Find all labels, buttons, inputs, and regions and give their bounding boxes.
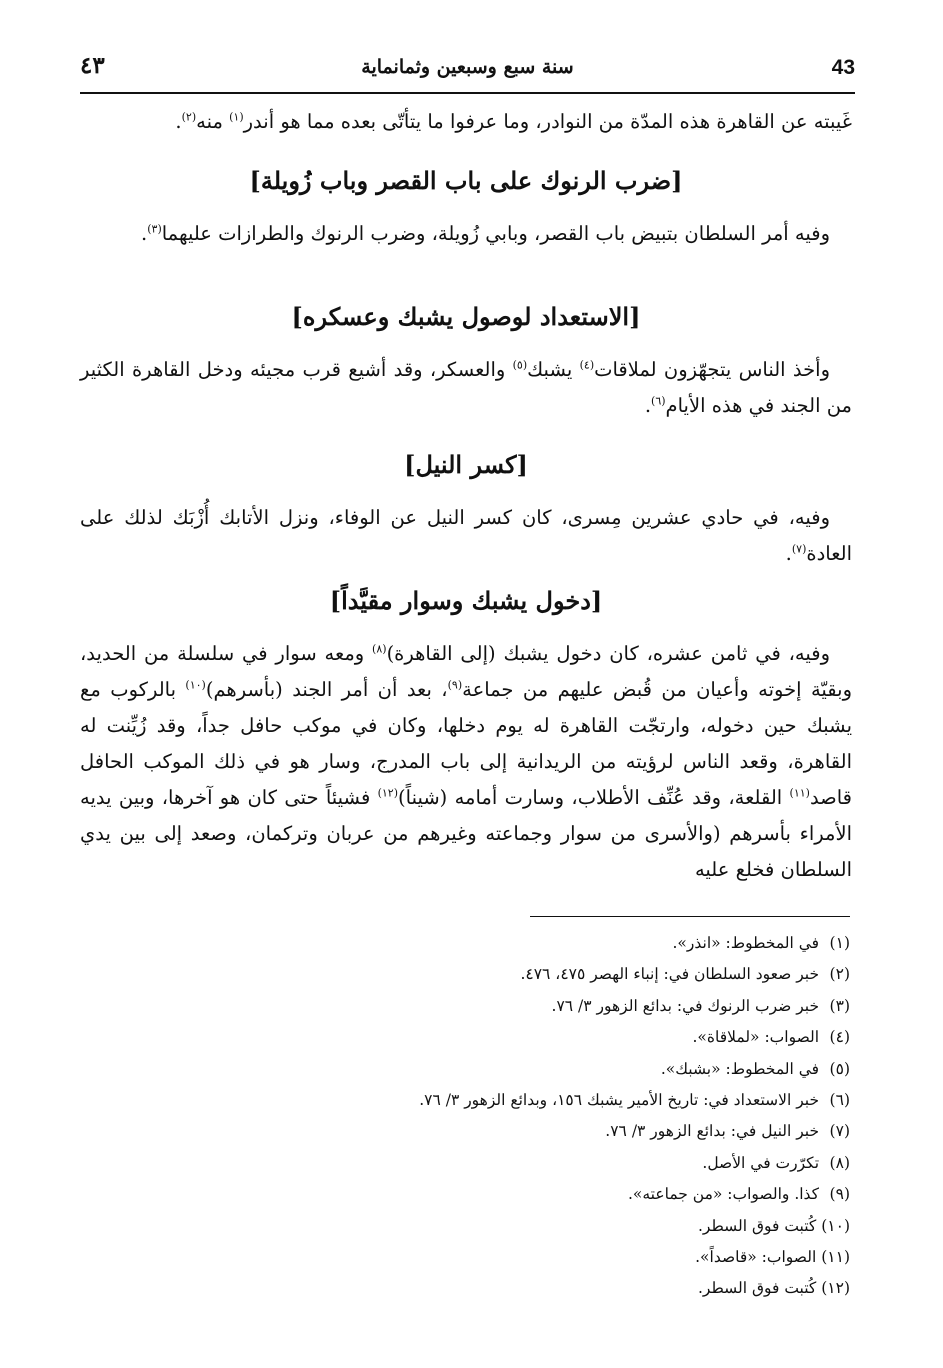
- footnote-separator: [530, 916, 850, 917]
- paragraph-text: .: [785, 542, 792, 565]
- footnote-item: [300, 1211, 850, 1242]
- footnote-ref: (٢): [181, 110, 197, 124]
- paragraph-text: فشيئاً حتى كان هو آخرها، وبين يديه الأمراء بأسرهم (والأسرى من سوار وجماعته وغيرهم من عربان وتركمان، وصعد إلى بين يدي السلطان فخلع عليه: [80, 786, 852, 881]
- footnote-number: (٦): [829, 1091, 850, 1110]
- page-header: [80, 50, 855, 92]
- footnote-text: خبر ضرب الرنوك في: بدائع الزهور ٣/ ٧٦.: [551, 996, 820, 1015]
- paragraph-text: منه: [196, 110, 230, 133]
- footnote-ref: (٩): [447, 678, 463, 692]
- footnote-item: [300, 1148, 850, 1179]
- paragraph-text: وأخذ الناس يتجهّزون لملاقات: [594, 358, 831, 381]
- footnote-ref: (١): [229, 110, 244, 124]
- paragraph-text: ومعه سوار في سلسلة من الحديد، وبقيّة إخوته وأعيان من قُبض عليهم من جماعة: [80, 642, 852, 701]
- footnote-ref: (٦): [651, 394, 666, 408]
- running-title: سنة سبع وسبعين وثمانماية: [361, 56, 574, 78]
- paragraph-text: بالركوب مع يشبك حين دخوله، وارتجّت القاهرة له يوم دخلها، وكان في موكب حافل جداً، وقد زُيِّنت له القاهرة، وقعد الناس لرؤيته من الريدانية إلى باب المدرج، وسار هو في ذلك الموكب الحافل قاصد: [80, 678, 852, 809]
- paragraph-text: .: [175, 110, 182, 133]
- footnote-item: [300, 1054, 850, 1085]
- page-number-arabic: ٤٣: [80, 52, 105, 79]
- footnote-ref: (٣): [147, 222, 162, 236]
- paragraph: [80, 216, 852, 252]
- paragraph: [80, 636, 852, 888]
- footnote-number: (٩): [829, 1185, 850, 1204]
- footnote-item: [300, 1116, 850, 1147]
- footnote-number: (٥): [829, 1059, 850, 1078]
- footnote-item: [300, 928, 850, 959]
- footnote-text: كذا. والصواب: «من جماعته».: [627, 1185, 820, 1204]
- footnote-item: [300, 959, 850, 990]
- paragraph: [80, 104, 852, 140]
- footnote-text: في المخطوط: «انذر».: [672, 934, 820, 952]
- paragraph: [80, 500, 852, 572]
- paragraph-text: يشبك: [527, 358, 580, 381]
- header-rule: [80, 92, 855, 94]
- footnote-text: الصواب: «قاصداً».: [695, 1248, 817, 1267]
- paragraph: [80, 352, 852, 424]
- paragraph-text: .: [141, 222, 148, 245]
- footnote-ref: (٥): [512, 358, 528, 372]
- footnote-number: (٧): [829, 1122, 850, 1141]
- footnote-number: (٨): [829, 1153, 850, 1172]
- footnote-ref: (٨): [372, 642, 387, 656]
- footnote-text: الصواب: «لملاقاة».: [692, 1028, 820, 1047]
- footnote-number: (١١): [821, 1248, 850, 1267]
- paragraph-text: غَيبته عن القاهرة هذه المدّة من النوادر، وما عرفوا ما يتأتّى بعده مما هو أندر: [243, 110, 852, 133]
- footnote-item: [300, 1022, 850, 1053]
- footnote-number: (٣): [829, 996, 850, 1015]
- paragraph-text: وفيه، في حادي عشرين مِسرى، كان كسر النيل عن الوفاء، ونزل الأتابك أُزْبَك لذلك على العادة: [80, 506, 852, 565]
- footnote-text: خبر صعود السلطان في: إنباء الهصر ٤٧٥، ٤٧٦.: [520, 965, 820, 984]
- footnote-number: (٢): [829, 965, 850, 984]
- section-heading: [الاستعداد لوصول يشبك وعسكره]: [291, 302, 641, 331]
- footnote-ref: (٧): [791, 542, 807, 556]
- footnote-ref: (٤): [579, 358, 595, 372]
- footnote-text: في المخطوط: «بشبك».: [660, 1059, 820, 1078]
- paragraph-text: .: [644, 394, 652, 417]
- paragraph-text: ، بعد أن أمر الجند (بأسرهم): [205, 678, 448, 701]
- footnote-text: كُتبت فوق السطر.: [697, 1279, 817, 1298]
- footnote-text: كُتبت فوق السطر.: [697, 1216, 817, 1235]
- paragraph-text: والعسكر، وقد أشيع قرب مجيئه ودخل القاهرة الكثير من الجند في هذه الأيام: [80, 358, 852, 417]
- footnote-number: (١٠): [821, 1216, 850, 1235]
- section-heading: [كسر النيل]: [404, 450, 528, 479]
- section-heading: [دخول يشبك وسوار مقيَّداً]: [329, 586, 603, 615]
- footnote-ref: (١١): [789, 786, 810, 800]
- footnote-ref: (١٢): [377, 786, 399, 800]
- footnote-item: [300, 1179, 850, 1210]
- paragraph-text: وفيه، في ثامن عشره، كان دخول يشبك (إلى القاهرة): [386, 642, 830, 665]
- footnotes-list: [300, 928, 850, 1305]
- footnote-item: [300, 1085, 850, 1116]
- footnote-number: (١): [829, 934, 850, 952]
- paragraph-text: القلعة، وقد عُنِّف الأطلاب، وسارت أمامه (شيناً): [398, 786, 790, 809]
- footnote-number: (٤): [829, 1028, 850, 1047]
- footnote-ref: (١٠): [185, 678, 206, 692]
- footnote-item: [300, 1242, 850, 1273]
- section-heading: [ضرب الرنوك على باب القصر وباب زُويلة]: [249, 166, 683, 195]
- footnote-item: [300, 1273, 850, 1304]
- page-number-latin: 43: [831, 56, 855, 79]
- footnote-number: (١٢): [821, 1279, 850, 1298]
- paragraph-text: وفيه أمر السلطان بتبيض باب القصر، وبابي زُويلة، وضرب الرنوك والطرازات عليهما: [161, 222, 830, 245]
- footnote-item: [300, 991, 850, 1022]
- footnote-text: خبر الاستعداد في: تاريخ الأمير يشبك ١٥٦، وبدائع الزهور ٣/ ٧٦.: [419, 1091, 820, 1110]
- footnote-text: خبر النيل في: بدائع الزهور ٣/ ٧٦.: [605, 1122, 820, 1141]
- footnote-text: تكرّرت في الأصل.: [702, 1153, 820, 1172]
